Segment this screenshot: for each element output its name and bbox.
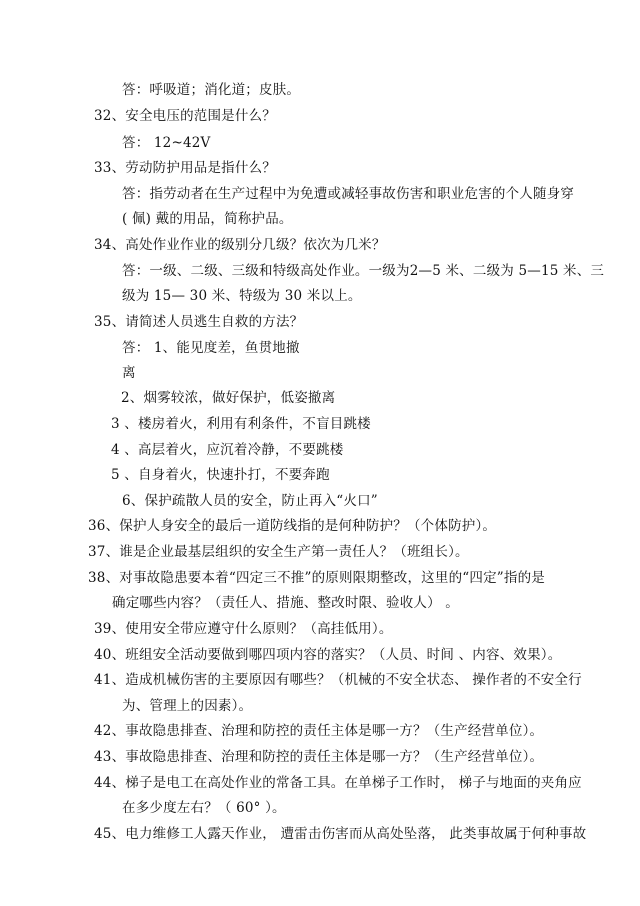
question-38-line-1: 38、对事故隐患要本着“四定三不推”的原则限期整改，这里的“四定”指的是 (88, 570, 545, 586)
answer-33-line-2: ( 佩) 戴的用品，简称护品。 (122, 211, 293, 227)
question-38-line-2: 确定哪些内容？（责任人、措施、整改时限、验收人） 。 (112, 595, 459, 611)
answer-35-item-2: 2、烟雾较浓，做好保护，低姿撤离 (121, 390, 336, 406)
answer-34-line-2: 级为 15— 30 米、特级为 30 米以上。 (122, 288, 362, 304)
question-34: 34、高处作业作业的级别分几级？依次为几米？ (94, 237, 386, 253)
answer-32: 答： 12~42V (122, 135, 211, 151)
question-44-line-1: 44、梯子是电工在高处作业的常备工具。在单梯子工作时， 梯子与地面的夹角应 (94, 775, 582, 791)
question-44-line-2: 在多少度左右？（ 60° ）。 (122, 800, 286, 816)
question-37: 37、谁是企业最基层组织的安全生产第一责任人？（班组长）。 (88, 544, 469, 560)
question-41-line-1: 41、造成机械伤害的主要原因有哪些？（机械的不安全状态、 操作者的不安全行 (94, 672, 582, 688)
question-40: 40、班组安全活动要做到哪四项内容的落实？（人员、时间 、内容、效果）。 (94, 647, 562, 663)
answer-34-line-1: 答：一级、二级、三级和特级高处作业。一级为2—5 米、二级为 5—15 米、三 (122, 263, 605, 279)
answer-35-item-3: 3 、楼房着火，利用有利条件，不盲目跳楼 (111, 416, 371, 432)
question-41-line-2: 为、管理上的因素）。 (122, 698, 253, 714)
answer-31: 答：呼吸道；消化道；皮肤。 (122, 82, 301, 98)
question-45-line-1: 45、电力维修工人露天作业， 遭雷击伤害而从高处坠落， 此类事故属于何种事故 (94, 826, 587, 842)
answer-35-item-4: 4 、高层着火，应沉着冷静，不要跳楼 (111, 442, 344, 458)
question-42: 42、事故隐患排查、治理和防控的责任主体是哪一方？（生产经营单位）。 (94, 723, 544, 739)
question-43: 43、事故隐患排查、治理和防控的责任主体是哪一方？（生产经营单位）。 (94, 749, 544, 765)
question-32: 32、安全电压的范围是什么？ (94, 108, 276, 124)
question-39: 39、使用安全带应遵守什么原则？（高挂低用）。 (94, 621, 393, 637)
question-36: 36、保护人身安全的最后一道防线指的是何种防护？（个体防护）。 (88, 518, 497, 534)
answer-35-item-1: 答： 1、能见度差，鱼贯地撤 (122, 340, 300, 356)
answer-35-item-6: 6、保护疏散人员的安全，防止再入“火口” (122, 493, 378, 509)
answer-33-line-1: 答：指劳动者在生产过程中为免遭或减轻事故伤害和职业危害的个人随身穿 (122, 186, 575, 202)
answer-35-item-1-cont: 离 (122, 365, 136, 381)
question-33: 33、劳动防护用品是指什么？ (94, 160, 276, 176)
question-35: 35、请简述人员逃生自救的方法？ (94, 314, 304, 330)
answer-35-item-5: 5 、自身着火，快速扑打，不要奔跑 (111, 467, 330, 483)
